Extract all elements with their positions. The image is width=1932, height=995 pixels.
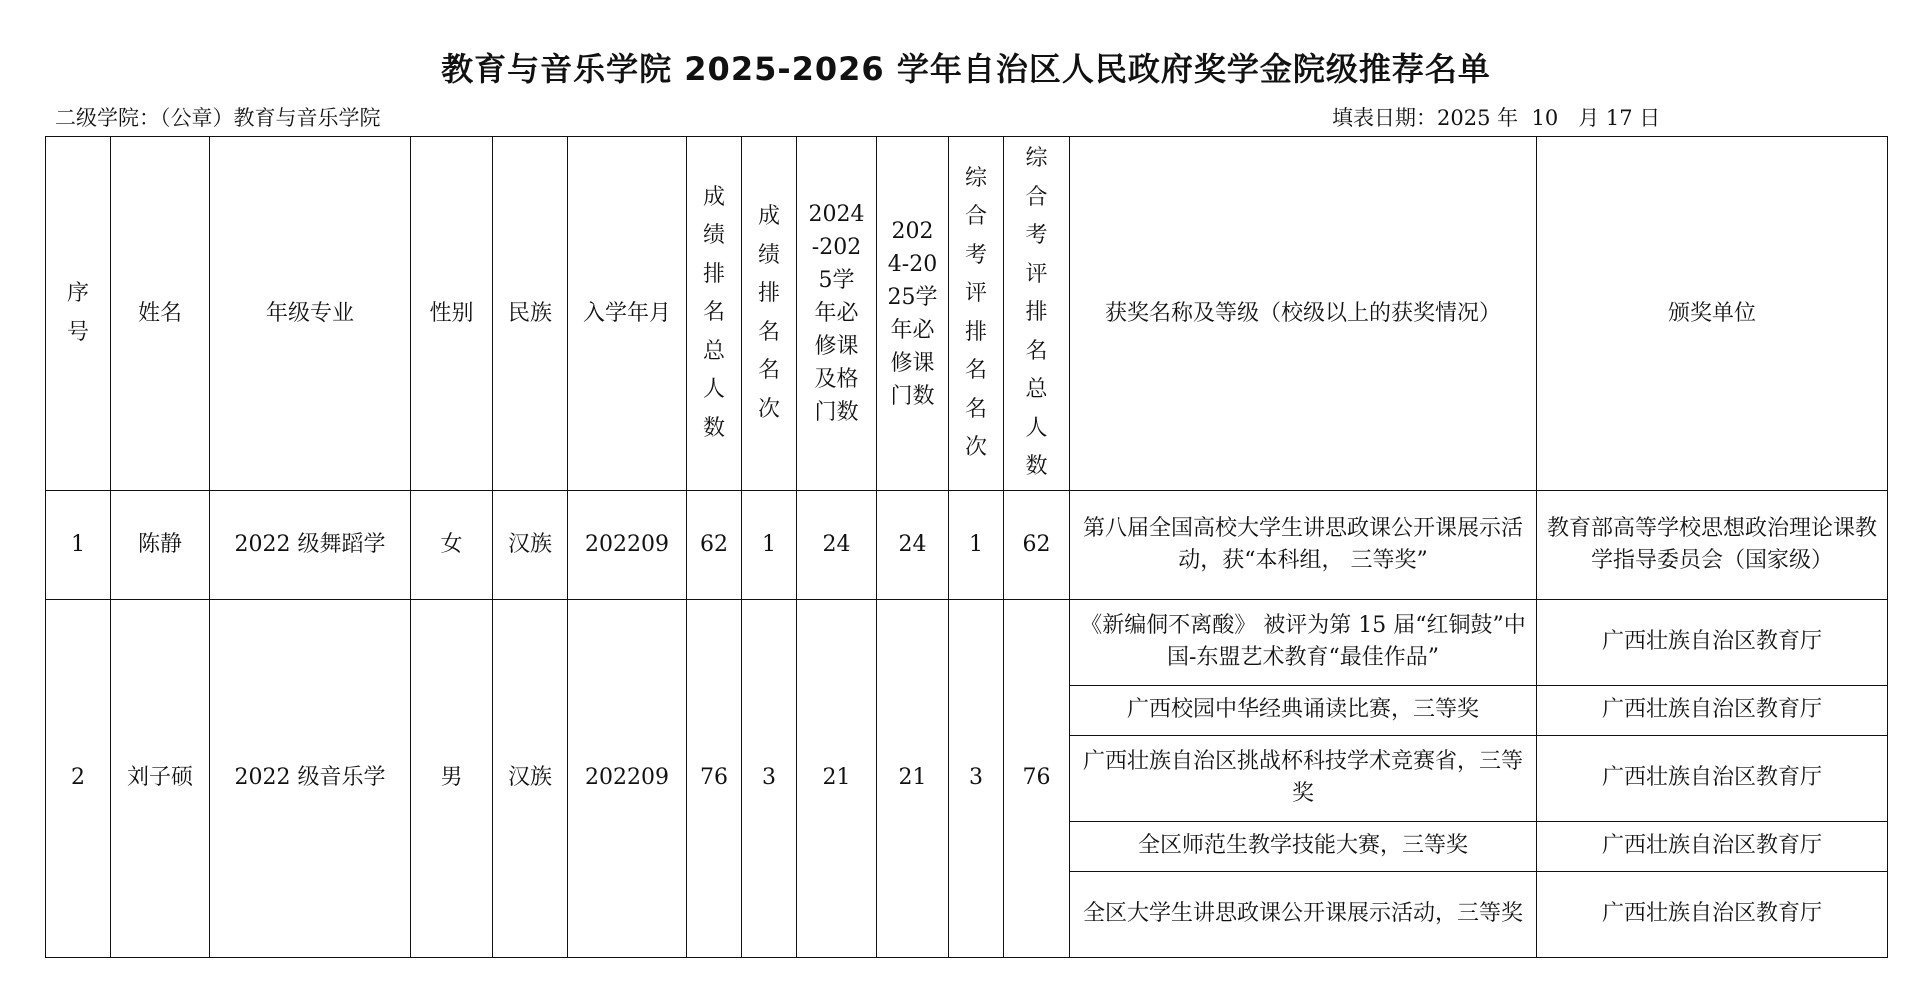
- cell-comp-rank: 3: [949, 599, 1004, 957]
- cell-major: 2022 级舞蹈学: [210, 491, 411, 599]
- header-required-count: 2024-2025学年必修课门数: [877, 137, 949, 491]
- header-gender: 性别: [411, 137, 493, 491]
- cell-award: 第八届全国高校大学生讲思政课公开课展示活动，获“本科组， 三等奖”: [1070, 491, 1537, 599]
- cell-grade-rank: 1: [742, 491, 797, 599]
- header-comp-total: 综合考评排名总人数: [1004, 137, 1070, 491]
- cell-award: 广西壮族自治区挑战杯科技学术竞赛省，三等奖: [1070, 735, 1537, 821]
- cell-ethnicity: 汉族: [493, 491, 568, 599]
- header-required-pass: 2024-2025学年必修课及格门数: [797, 137, 877, 491]
- header-grade-rank: 成绩排名名次: [742, 137, 797, 491]
- cell-issuer: 教育部高等学校思想政治理论课教学指导委员会（国家级）: [1537, 491, 1888, 599]
- cell-name: 陈静: [111, 491, 210, 599]
- cell-required-pass: 21: [797, 599, 877, 957]
- recommendation-table: [45, 136, 1888, 958]
- header-name: 姓名: [111, 137, 210, 491]
- cell-grade-rank: 3: [742, 599, 797, 957]
- cell-comp-rank: 1: [949, 491, 1004, 599]
- cell-issuer: 广西壮族自治区教育厅: [1537, 871, 1888, 957]
- cell-grade-total: 62: [687, 491, 742, 599]
- cell-award: 全区大学生讲思政课公开课展示活动，三等奖: [1070, 871, 1537, 957]
- cell-grade-total: 76: [687, 599, 742, 957]
- cell-enroll: 202209: [568, 491, 687, 599]
- document-title: 教育与音乐学院 2025-2026 学年自治区人民政府奖学金院级推荐名单: [441, 50, 1491, 88]
- header-row: [46, 137, 1888, 491]
- cell-award: 《新编侗不离酸》 被评为第 15 届“红铜鼓”中国-东盟艺术教育“最佳作品”: [1070, 599, 1537, 685]
- college-line: 二级学院：（公章）教育与音乐学院: [55, 106, 381, 130]
- cell-enroll: 202209: [568, 599, 687, 957]
- cell-required-pass: 24: [797, 491, 877, 599]
- table-row: [46, 599, 1888, 685]
- cell-ethnicity: 汉族: [493, 599, 568, 957]
- cell-gender: 男: [411, 599, 493, 957]
- cell-seq: 1: [46, 491, 111, 599]
- cell-gender: 女: [411, 491, 493, 599]
- header-issuer: 颁奖单位: [1537, 137, 1888, 491]
- header-grade-total: 成绩排名总人数: [687, 137, 742, 491]
- cell-required-count: 24: [877, 491, 949, 599]
- header-major: 年级专业: [210, 137, 411, 491]
- header-ethnicity: 民族: [493, 137, 568, 491]
- date-line: 填表日期：2025 年 10 月 17 日: [1332, 106, 1661, 130]
- cell-comp-total: 62: [1004, 491, 1070, 599]
- cell-award: 广西校园中华经典诵读比赛，三等奖: [1070, 685, 1537, 735]
- cell-issuer: 广西壮族自治区教育厅: [1537, 821, 1888, 871]
- cell-issuer: 广西壮族自治区教育厅: [1537, 735, 1888, 821]
- cell-name: 刘子硕: [111, 599, 210, 957]
- cell-major: 2022 级音乐学: [210, 599, 411, 957]
- cell-issuer: 广西壮族自治区教育厅: [1537, 599, 1888, 685]
- cell-comp-total: 76: [1004, 599, 1070, 957]
- header-seq: 序号: [46, 137, 111, 491]
- table-row: [46, 491, 1888, 599]
- header-comp-rank: 综合考评排名名次: [949, 137, 1004, 491]
- header-enroll: 入学年月: [568, 137, 687, 491]
- cell-required-count: 21: [877, 599, 949, 957]
- cell-award: 全区师范生教学技能大赛，三等奖: [1070, 821, 1537, 871]
- cell-issuer: 广西壮族自治区教育厅: [1537, 685, 1888, 735]
- header-awards: 获奖名称及等级（校级以上的获奖情况）: [1070, 137, 1537, 491]
- cell-seq: 2: [46, 599, 111, 957]
